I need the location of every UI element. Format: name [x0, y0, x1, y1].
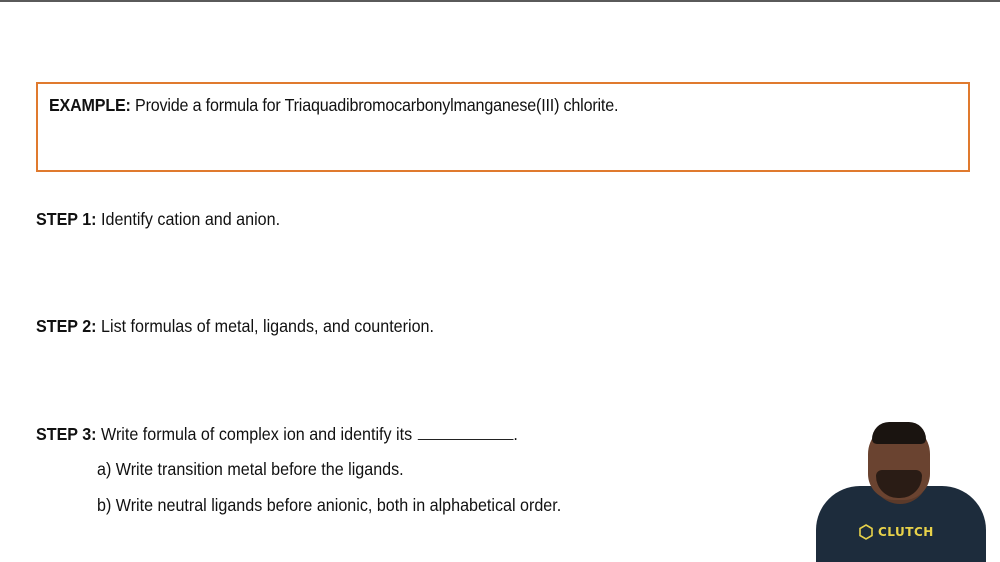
presenter-video	[810, 420, 990, 562]
shirt-logo-text: CLUTCH	[878, 525, 934, 539]
step-2	[36, 316, 434, 337]
fill-in-blank	[418, 425, 514, 440]
substep-a: a) Write transition metal before the ligands.	[97, 459, 404, 479]
step-2-label: STEP 2:	[36, 316, 97, 336]
presenter-hair	[872, 422, 926, 444]
step-3	[36, 424, 518, 445]
substep-b: b) Write neutral ligands before anionic, both in alphabetical order.	[97, 495, 562, 515]
step-3-period: .	[513, 424, 518, 444]
step-3-label: STEP 3:	[36, 424, 97, 444]
step-1-text: Identify cation and anion.	[96, 209, 281, 229]
example-label: EXAMPLE:	[49, 95, 131, 115]
example-question: Provide a formula for Triaquadibromocarbonylmanganese(III) chlorite.	[130, 95, 619, 115]
top-rule	[0, 0, 1000, 2]
step-3-text: Write formula of complex ion and identify its	[96, 424, 413, 444]
example-text	[49, 95, 618, 116]
example-box	[36, 82, 970, 172]
step-2-text: List formulas of metal, ligands, and counterion.	[96, 316, 434, 336]
hexagon-icon	[858, 524, 874, 540]
shirt-logo	[858, 524, 934, 540]
step-1	[36, 209, 280, 230]
step-1-label: STEP 1:	[36, 209, 97, 229]
